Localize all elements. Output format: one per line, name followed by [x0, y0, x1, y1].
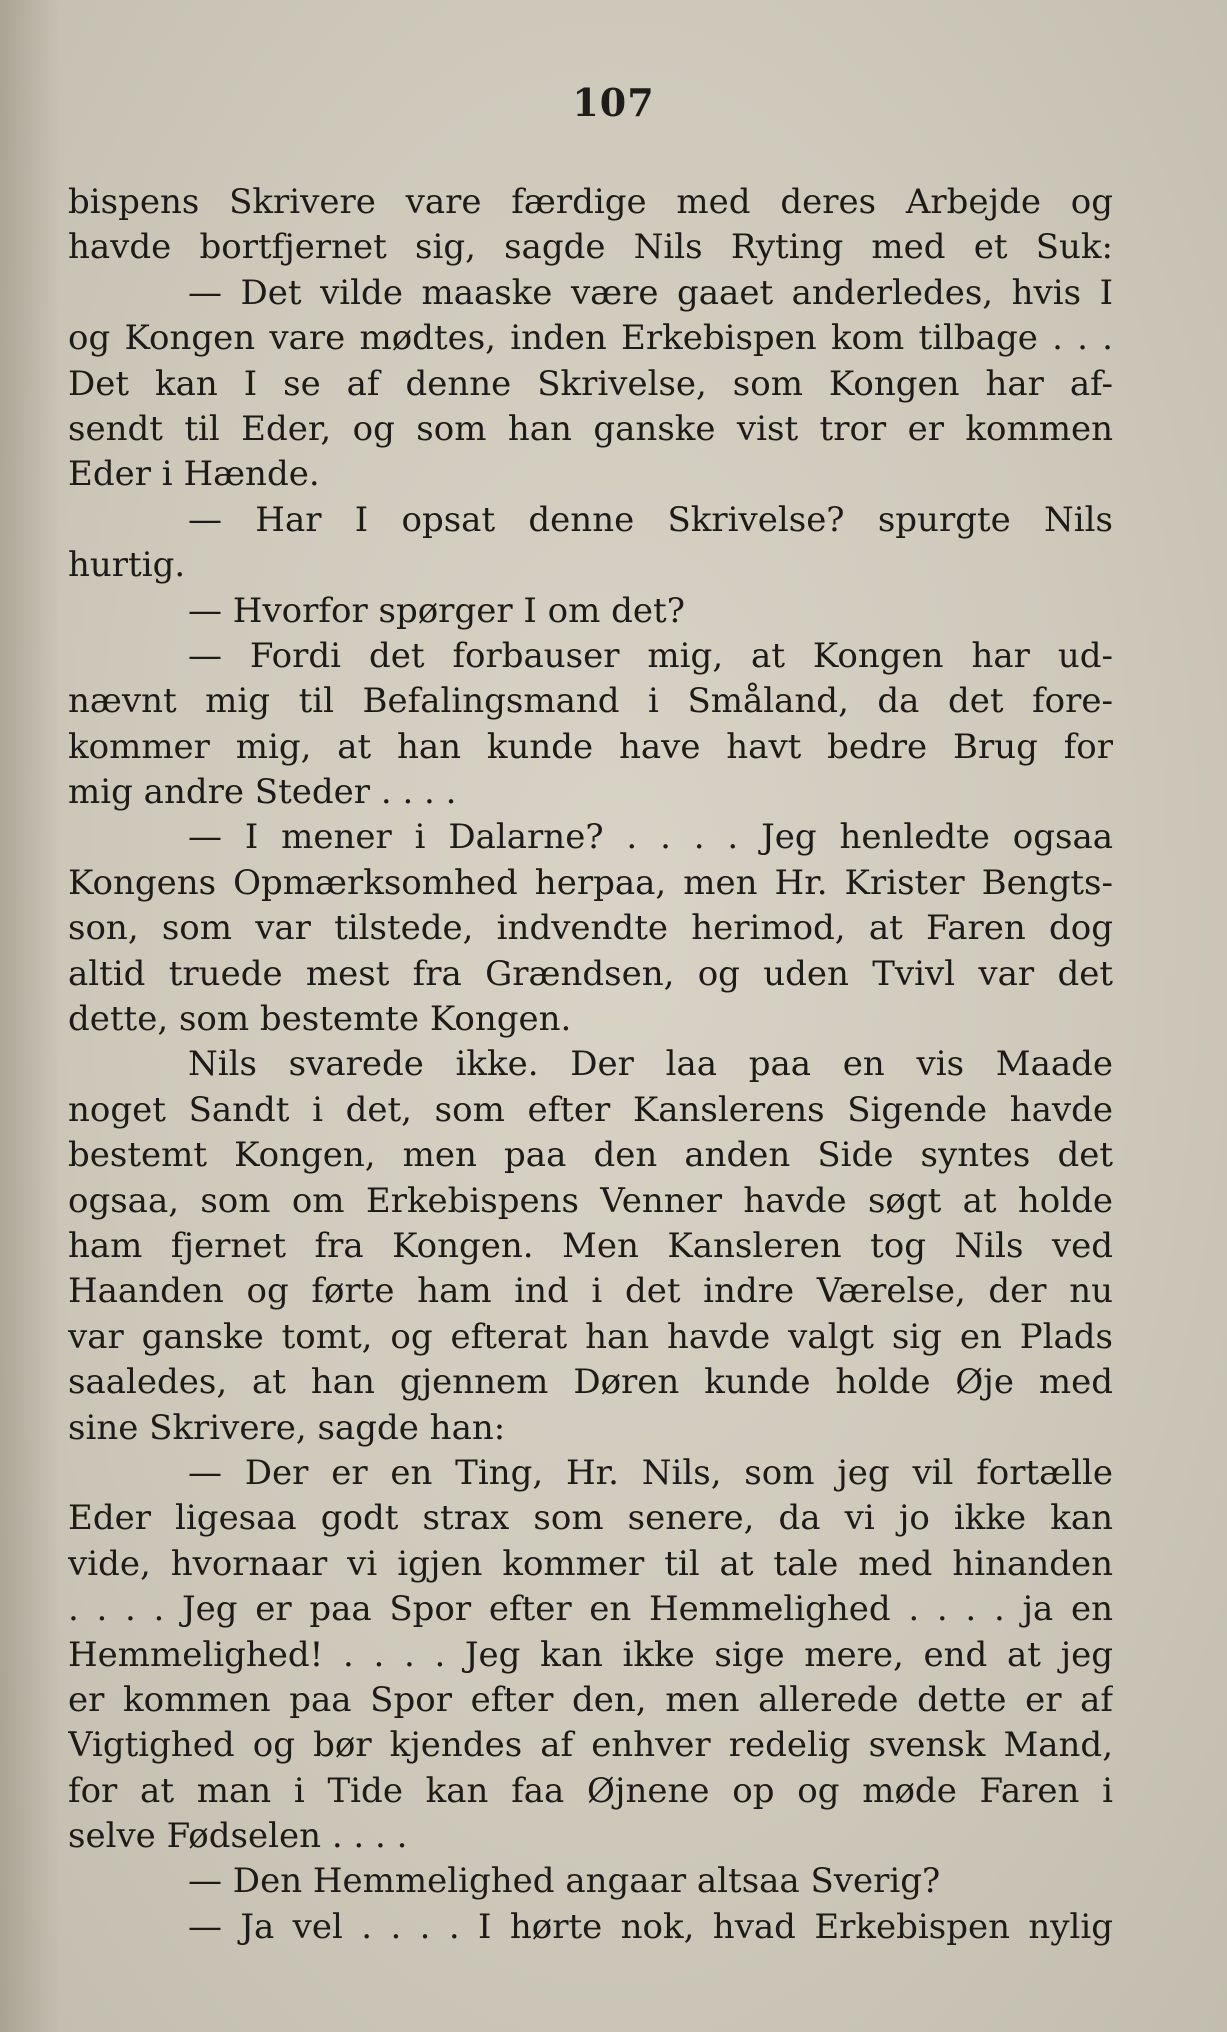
text-line: — Fordi det forbauser mig, at Kongen har ud- — [188, 635, 1113, 676]
text-line: ham fjernet fra Kongen. Men Kansleren tog Nils ved — [68, 1225, 1113, 1266]
text-line: sendt til Eder, og som han ganske vist tror er kommen — [68, 408, 1113, 449]
text-line: hurtig. — [68, 545, 186, 586]
text-line: havde bortfjernet sig, sagde Nils Ryting med et Suk: — [68, 227, 1113, 268]
text-line: for at man i Tide kan faa Øjnene op og møde Faren i — [68, 1770, 1113, 1811]
text-line: er kommen paa Spor efter den, men allerede dette er af — [68, 1679, 1113, 1720]
text-line: nævnt mig til Befalingsmand i Småland, da det fore- — [68, 681, 1113, 722]
page-number: 107 — [572, 80, 655, 125]
text-line: var ganske tomt, og efterat han havde valgt sig en Plads — [68, 1316, 1113, 1357]
text-line: Hemmelighed! . . . . Jeg kan ikke sige mere, end at jeg — [68, 1634, 1113, 1675]
text-line: — I mener i Dalarne? . . . . Jeg henledte ogsaa — [188, 817, 1113, 858]
text-line: dette, som bestemte Kongen. — [68, 999, 572, 1040]
text-line: selve Fødselen . . . . — [68, 1816, 408, 1857]
text-line: altid truede mest fra Grændsen, og uden Tvivl var det — [68, 953, 1113, 994]
text-line: kommer mig, at han kunde have havt bedre Brug for — [68, 726, 1113, 767]
text-line: Eder i Hænde. — [68, 454, 320, 495]
text-line: saaledes, at han gjennem Døren kunde holde Øje med — [68, 1362, 1113, 1403]
text-line: sine Skrivere, sagde han: — [68, 1407, 506, 1448]
text-line: son, som var tilstede, indvendte herimod, at Faren dog — [68, 908, 1113, 949]
text-line: og Kongen vare mødtes, inden Erkebispen kom tilbage . . . — [68, 318, 1113, 359]
text-line: — Hvorfor spørger I om det? — [188, 590, 685, 631]
text-line: ogsaa, som om Erkebispens Venner havde søgt at holde — [68, 1180, 1113, 1221]
text-line: Nils svarede ikke. Der laa paa en vis Maade — [188, 1044, 1113, 1085]
text-line: vide, hvornaar vi igjen kommer til at tale med hinanden — [68, 1543, 1113, 1584]
text-line: bestemt Kongen, men paa den anden Side syntes det — [68, 1135, 1113, 1176]
body-text — [68, 180, 1113, 1950]
text-line: — Den Hemmelighed angaar altsaa Sverig? — [188, 1861, 941, 1902]
text-line: bispens Skrivere vare færdige med deres Arbejde og — [68, 182, 1113, 222]
text-line: noget Sandt i det, som efter Kanslerens Sigende havde — [68, 1089, 1113, 1130]
text-line: — Det vilde maaske være gaaet anderledes, hvis I — [188, 272, 1113, 313]
text-line: — Har I opsat denne Skrivelse? spurgte Nils — [188, 499, 1113, 540]
text-line: Det kan I se af denne Skrivelse, som Kongen har af- — [68, 363, 1113, 404]
text-line: Haanden og førte ham ind i det indre Værelse, der nu — [68, 1271, 1113, 1312]
text-line: — Ja vel . . . . I hørte nok, hvad Erkebispen nylig — [188, 1906, 1113, 1947]
text-line: Eder ligesaa godt strax som senere, da vi jo ikke kan — [68, 1498, 1113, 1539]
text-line: mig andre Steder . . . . — [68, 772, 457, 813]
text-line: . . . . Jeg er paa Spor efter en Hemmelighed . . . . ja en — [68, 1589, 1113, 1630]
text-line: Vigtighed og bør kjendes af enhver redelig svensk Mand, — [68, 1725, 1113, 1766]
text-line: Kongens Opmærksomhed herpaa, men Hr. Krister Bengts- — [68, 862, 1113, 903]
text-line: — Der er en Ting, Hr. Nils, som jeg vil fortælle — [188, 1452, 1113, 1493]
